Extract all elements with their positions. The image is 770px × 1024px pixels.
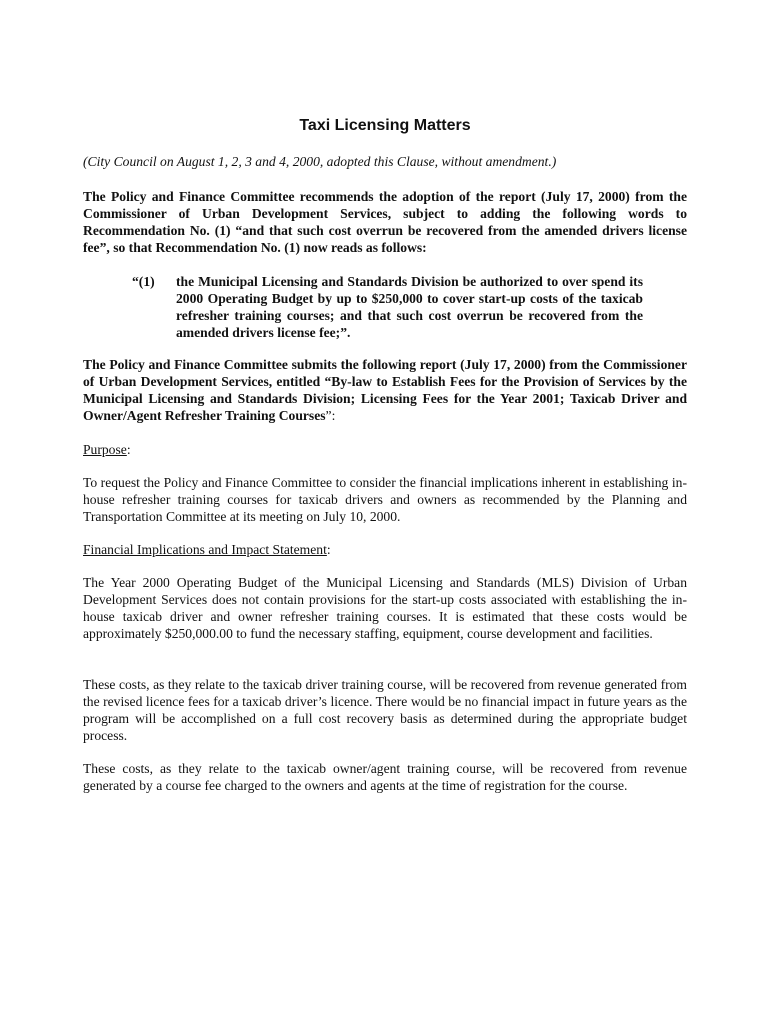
council-note: (City Council on August 1, 2, 3 and 4, 2000, adopted this Clause, without amendment.) (83, 154, 557, 169)
document-title: Taxi Licensing Matters (299, 117, 471, 134)
report-intro-end: ”: (325, 408, 336, 423)
financial-heading (83, 541, 687, 558)
report-intro (83, 356, 687, 424)
purpose-text: To request the Policy and Finance Committee to consider the financial implications inherent in establishing in-house refresher training courses for taxicab drivers and owners as recommended by the Planning and Transportation Committee at its meeting on July 10, 2000. (83, 475, 687, 524)
financial-heading-text: Financial Implications and Impact Statement (83, 542, 327, 557)
purpose-heading (83, 441, 687, 458)
purpose-heading-colon: : (126, 442, 131, 457)
financial-heading-colon: : (326, 542, 331, 557)
report-intro-text: The Policy and Finance Committee submits the following report (July 17, 2000) from the Commissioner of Urban Development Services, entitled “By-law to Establish Fees for the Provision of Services by the Municipal Licensing and Standards Division; Licensing Fees for the Year 2001; Taxicab Driver and Owner/Agent Refresher Training Courses (83, 357, 687, 423)
financial-paragraph-2: These costs, as they relate to the taxicab driver training course, will be recovered from revenue generated from the revised licence fees for a taxicab driver’s licence. There would be no financial impact in future years as the program will be accomplished on a full cost recovery basis as determined during the appropriate budget process. (83, 677, 687, 743)
financial-paragraph-3: These costs, as they relate to the taxicab owner/agent training course, will be recovered from revenue generated by a course fee charged to the owners and agents at the time of registration for the course. (83, 761, 687, 793)
financial-paragraph-1: The Year 2000 Operating Budget of the Municipal Licensing and Standards (MLS) Division of Urban Development Services does not contain provisions for the start-up costs associated with establishing the in-house taxicab driver and owner refresher training courses. It is estimated that these costs would be approximately $250,000.00 to fund the necessary staffing, equipment, course development and facilities. (83, 575, 687, 641)
purpose-heading-text: Purpose (83, 442, 127, 457)
recommendation-intro: The Policy and Finance Committee recommends the adoption of the report (July 17, 2000) from the Commissioner of Urban Development Services, subject to adding the following words to Recommendation No. (1) “and that such cost overrun be recovered from the amended drivers license fee”, so that Recommendation No. (1) now reads as follows: (83, 189, 687, 255)
quote-number: “(1) (132, 274, 155, 289)
amended-recommendation: the Municipal Licensing and Standards Division be authorized to over spend its 2000 Operating Budget by up to $250,000 to cover start-up costs of the taxicab refresher training courses; and that such cost overrun be recovered from the amended drivers license fee;”. (176, 274, 643, 340)
